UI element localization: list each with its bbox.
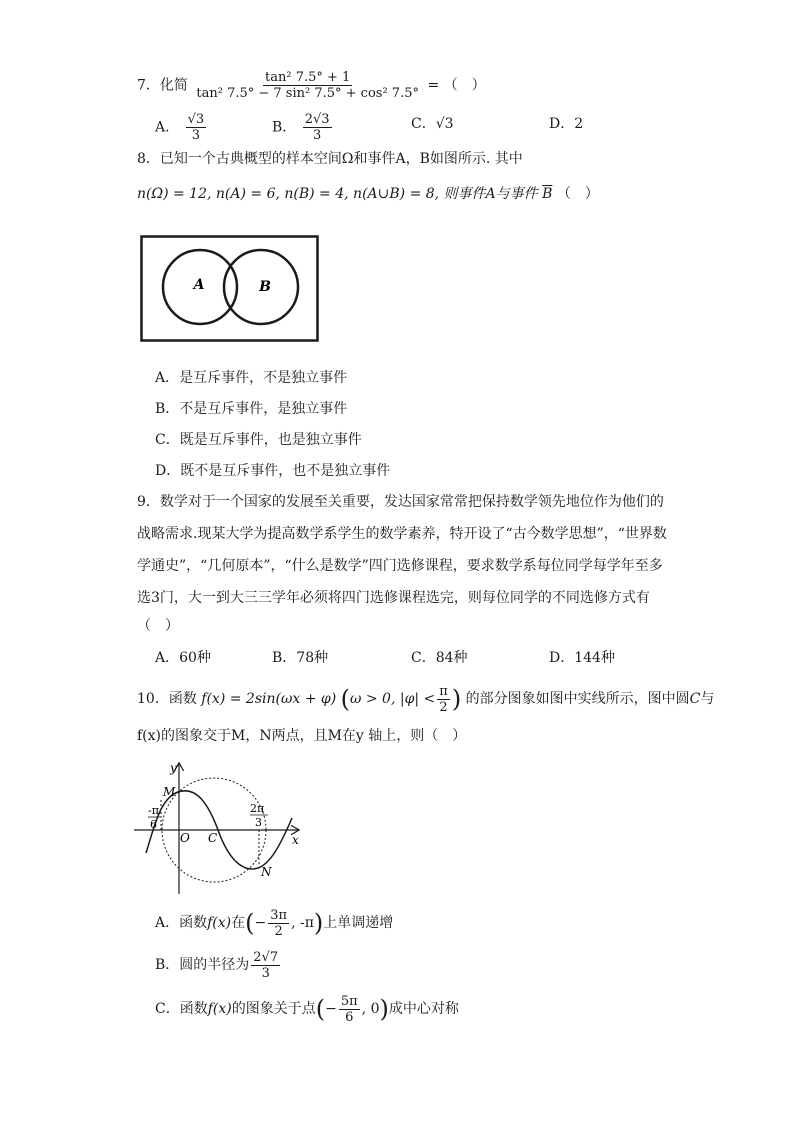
label-m: M — [163, 785, 176, 799]
q10-opt-c-text1: 的图象关于点 — [231, 1001, 316, 1017]
q8-line2-end: （ ） — [556, 186, 599, 202]
q7-option-a-num: √3 — [187, 112, 205, 127]
q10-opt-c-frac — [339, 994, 360, 1025]
q10-opt-c-paren-open: ( — [315, 995, 326, 1023]
q8-option-a: A．是互斥事件，不是独立事件 — [155, 370, 348, 386]
venn-sample-space — [142, 237, 318, 341]
q10-line1-text: 的部分图象如图中实线所示，图中圆 — [465, 691, 690, 707]
q7-option-d: D．2 — [549, 116, 584, 132]
label-three: 3 — [255, 816, 262, 829]
q7-option-a-frac — [186, 112, 207, 143]
label-neg-pi: -π — [148, 804, 159, 817]
venn-label-b: B — [259, 279, 271, 295]
q7-option-b-num: 2√3 — [304, 112, 330, 127]
q8-line2 — [137, 184, 599, 204]
q9-option-a: A．60种 — [155, 650, 211, 666]
q10-opt-a-end: , -π — [291, 915, 314, 931]
q7-fraction — [194, 70, 421, 101]
q10-cond-num: π — [439, 683, 448, 699]
q9-option-d: D．144种 — [549, 650, 615, 666]
q7-stem — [137, 70, 486, 101]
label-o: O — [180, 831, 190, 845]
q10-paren-close: ) — [451, 685, 462, 713]
q10-opt-c-text2: 成中心对称 — [388, 1001, 459, 1017]
venn-label-a: A — [193, 277, 205, 293]
q10-condition: ω > 0, |φ| < — [350, 691, 436, 707]
q10-opt-b-prefix: B．圆的半径为 — [155, 957, 250, 973]
q10-opt-b-den: 3 — [261, 965, 270, 981]
q8-b-complement: $\overline{B}$ — [542, 186, 553, 202]
q10-cond-frac — [437, 684, 450, 715]
q7-numerator: tan² 7.5° + 1 — [265, 70, 351, 85]
q9-line3: 学通史”，“几何原本”，“什么是数学”四门选修课程，要求数学系每位同学每学年至多 — [137, 558, 663, 574]
q10-opt-a-den: 2 — [274, 923, 283, 939]
label-y: y — [170, 761, 177, 775]
q7-option-c: C．√3 — [411, 116, 454, 132]
q8-option-c: C．既是互斥事件，也是独立事件 — [155, 432, 362, 448]
q10-opt-a-f: f(x) — [207, 915, 232, 931]
q10-opt-a-paren-close: ) — [313, 909, 324, 937]
q10-opt-a-text: 上单调递增 — [323, 915, 394, 931]
q8-line2-text: n(Ω) = 12, n(A) = 6, n(B) = 4, n(A∪B) = 8, 则事件A与事件 — [137, 186, 538, 202]
q10-circle-label: C — [689, 691, 701, 707]
q8-option-b: B．不是互斥事件，是独立事件 — [155, 401, 348, 417]
q7-denominator: tan² 7.5° − 7 sin² 7.5° + cos² 7.5° — [196, 86, 419, 101]
q9-option-b: B．78种 — [272, 650, 329, 666]
q7-option-a-den: 3 — [191, 128, 200, 143]
q10-opt-a-zai: 在 — [231, 915, 246, 931]
q7-option-a-label: A． — [155, 119, 180, 136]
q7-option-b-frac — [303, 112, 332, 143]
q10-option-b — [155, 948, 282, 982]
q10-option-c: C．函数f(x)的图象关于点(− $\frac{5\pi}{6}$ , 0)成中心对称 — [155, 993, 459, 1025]
label-two-pi: 2π — [250, 802, 265, 815]
q10-opt-b-num: 2√7 — [253, 949, 279, 965]
label-c: C — [208, 831, 218, 845]
q10-prefix: 10．函数 — [137, 691, 197, 707]
q10-opt-c-prefix: C．函数 — [155, 1001, 208, 1017]
q10-line1 — [137, 682, 714, 716]
q10-option-a: A．函数f(x)在(− $\frac{3\pi}{2}$ , -π)上单调递增 — [155, 907, 394, 939]
q8-venn-diagram — [140, 235, 320, 343]
label-six: 6 — [150, 818, 157, 831]
label-x: x — [292, 833, 299, 847]
q7-option-b-den: 3 — [313, 128, 322, 143]
q7-option-b — [272, 112, 334, 143]
q10-opt-c-num: 5π — [340, 993, 358, 1009]
q7-suffix: = （ ） — [427, 77, 486, 94]
q7-option-b-label: B． — [272, 119, 297, 136]
q9-line1: 9．数学对于一个国家的发展至关重要，发达国家常常把保持数学领先地位作为他们的 — [137, 494, 664, 510]
q10-function: f(x) = 2sin(ωx + φ) — [201, 691, 337, 707]
q9-option-c: C．84种 — [411, 650, 468, 666]
q9-line2: 战略需求.现某大学为提高数学系学生的数学素养，特开设了“古今数学思想”，“世界数 — [137, 526, 667, 542]
q10-graph — [130, 758, 310, 898]
q10-line2: f(x)的图象交于M，N两点，且M在y 轴上，则（ ） — [137, 728, 467, 744]
q10-opt-a-frac — [268, 908, 289, 939]
q10-opt-c-paren-close: ) — [379, 995, 389, 1023]
q10-opt-c-f: f(x) — [207, 1001, 232, 1017]
q8-option-d: D．既不是互斥事件，也不是独立事件 — [155, 463, 391, 479]
q7-prefix: 7．化简 — [137, 77, 188, 94]
q10-opt-b-frac — [251, 950, 280, 981]
q9-line5: （ ） — [137, 618, 179, 634]
q10-paren-open: ( — [340, 685, 350, 713]
q10-line1-end: 与 — [700, 691, 715, 707]
q10-opt-a-num: 3π — [270, 907, 288, 923]
label-n: N — [261, 865, 272, 879]
q9-line4: 选3门，大一到大三三学年必须将四门选修课程选完，则每位同学的不同选修方式有 — [137, 590, 650, 606]
q10-opt-c-end: , 0 — [361, 1001, 380, 1017]
q7-option-a — [155, 112, 208, 143]
q8-line1: 8．已知一个古典概型的样本空间Ω和事件A，B如图所示. 其中 — [137, 151, 523, 167]
q10-opt-a-prefix: A．函数 — [155, 915, 208, 931]
q10-opt-c-den: 6 — [345, 1009, 354, 1025]
q10-opt-a-paren-open: ( — [245, 909, 255, 937]
q10-cond-den: 2 — [439, 699, 448, 715]
